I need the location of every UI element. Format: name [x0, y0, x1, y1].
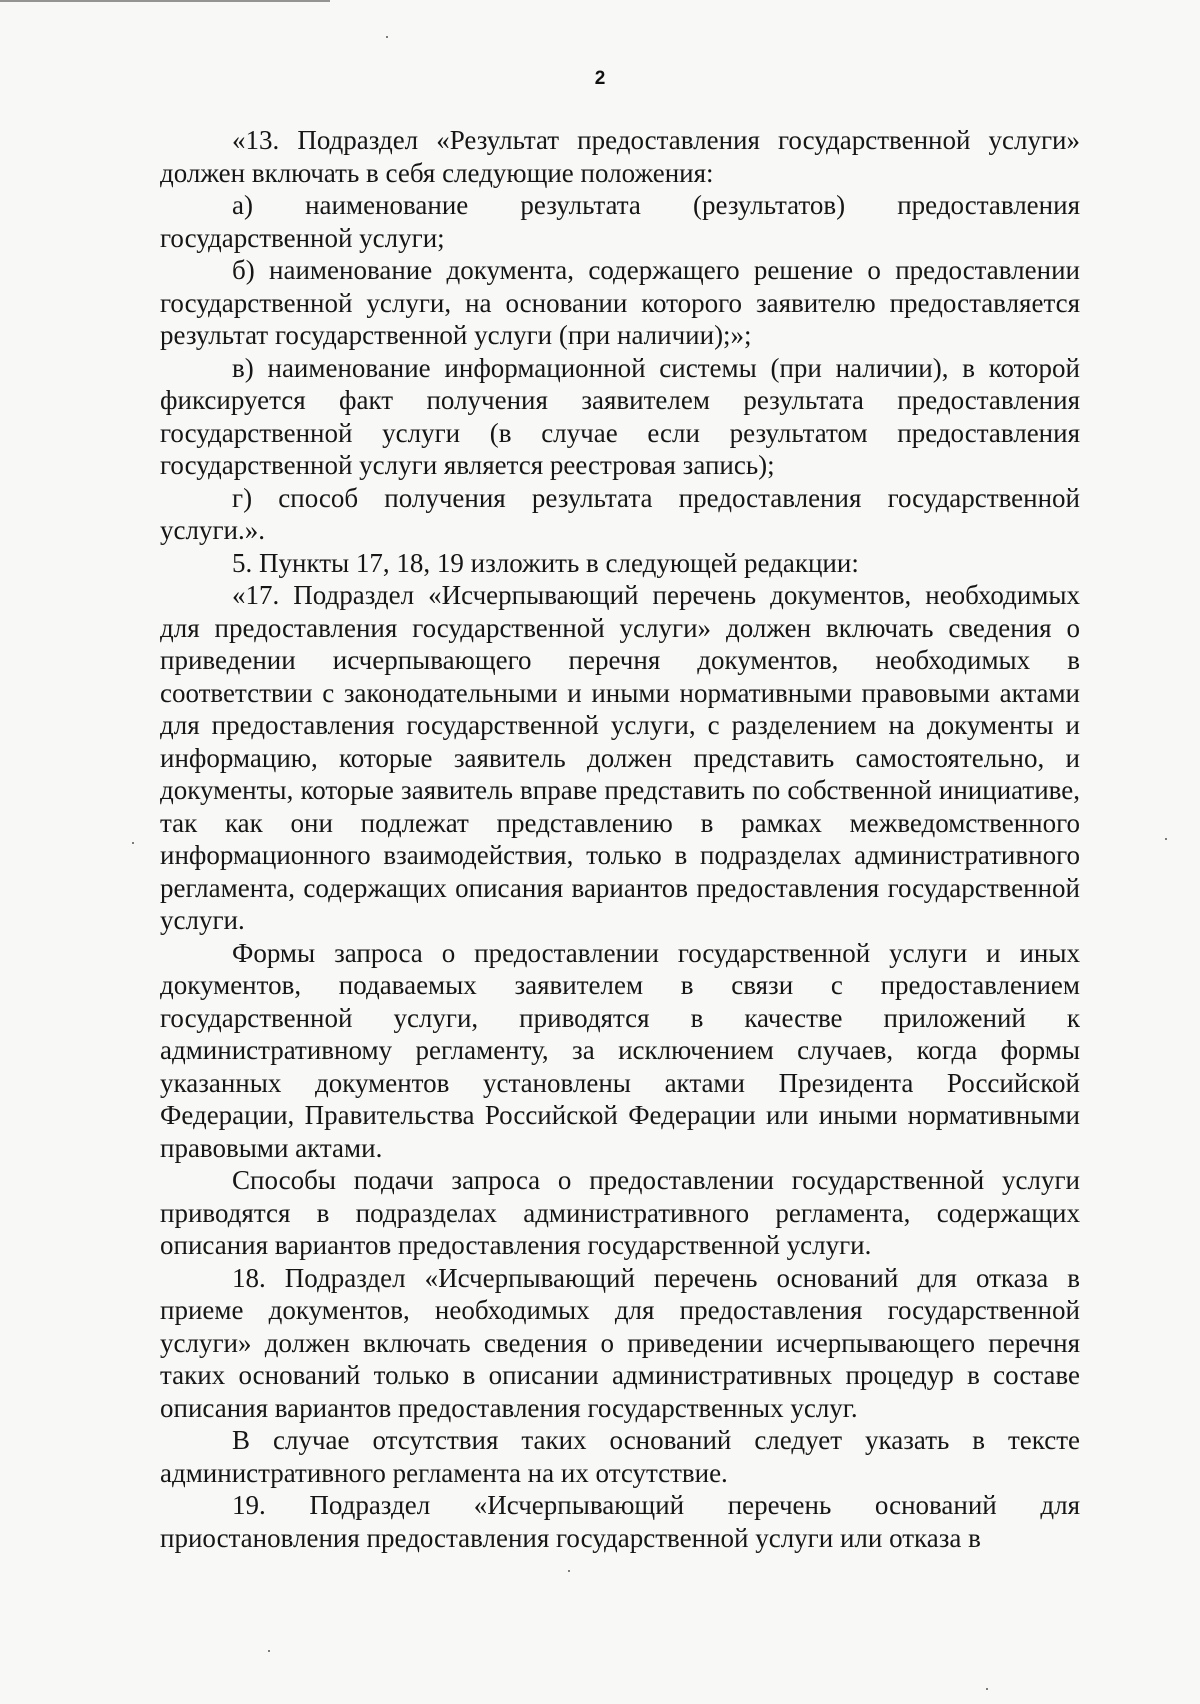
scan-speck: [268, 1650, 270, 1652]
paragraph-18: 18. Подраздел «Исчерпывающий перечень оснований для отказа в приеме документов, необходимых для предоставления государственной услуги» должен включать сведения о приведении исчерпывающего перечня таких оснований только в описании административных процедур в составе описания вариантов предоставления государственных услуг.: [160, 1262, 1080, 1423]
paragraph-13-heading: «13. Подраздел «Результат предоставления государственной услуги» должен включать в себя следующие положения:: [160, 125, 1080, 188]
scan-speck: [132, 842, 134, 844]
paragraph-17-forms: Формы запроса о предоставлении государственной услуги и иных документов, подаваемых заявителем в связи с предоставлением государственной услуги, приводятся в качестве приложений к административному регламенту, за исключением случаев, когда формы указанных документов установлены актами Президента Российской Федерации, Правительства Российской Федерации или иными нормативными правовыми актами.: [160, 937, 1080, 1163]
scan-speck: [986, 1688, 988, 1690]
paragraph-18-absence: В случае отсутствия таких оснований следует указать в тексте административного регламента на их отсутствие.: [160, 1425, 1080, 1488]
scan-edge-line: [0, 0, 330, 2]
page-number: 2: [594, 68, 606, 89]
paragraph-13-item-g: г) способ получения результата предоставления государственной услуги.».: [160, 482, 1080, 545]
paragraph-13-item-a: а) наименование результата (результатов) предоставления государственной услуги;: [160, 190, 1080, 253]
scan-speck: [1165, 838, 1167, 840]
scan-speck: [568, 1570, 570, 1572]
paragraph-19: 19. Подраздел «Исчерпывающий перечень оснований для приостановления предоставления государственной услуги или отказа в: [160, 1490, 1080, 1553]
paragraph-17: «17. Подраздел «Исчерпывающий перечень документов, необходимых для предоставления государственной услуги» должен включать сведения о приведении исчерпывающего перечня документов, необходимых в соответствии с законодательными и иными нормативными правовыми актами для предоставления государственной услуги, с разделением на документы и информацию, которые заявитель должен представить самостоятельно, и документы, которые заявитель вправе представить по собственной инициативе, так как они подлежат представлению в рамках межведомственного информационного взаимодействия, только в подразделах административного регламента, содержащих описания вариантов предоставления государственной услуги.: [160, 580, 1080, 935]
paragraph-13-item-b: б) наименование документа, содержащего решение о предоставлении государственной услуги, на основании которого заявителю предоставляется результат государственной услуги (при наличии);»;: [160, 255, 1080, 350]
document-body: [160, 124, 1080, 1554]
scan-speck: [386, 36, 388, 38]
paragraph-13-item-v: в) наименование информационной системы (при наличии), в которой фиксируется факт получения заявителем результата предоставления государственной услуги (в случае если результатом предоставления государственной услуги является реестровая запись);: [160, 352, 1080, 480]
paragraph-17-methods: Способы подачи запроса о предоставлении государственной услуги приводятся в подразделах административного регламента, содержащих описания вариантов предоставления государственной услуги.: [160, 1165, 1080, 1260]
paragraph-5-intro: 5. Пункты 17, 18, 19 изложить в следующей редакции:: [232, 547, 859, 578]
